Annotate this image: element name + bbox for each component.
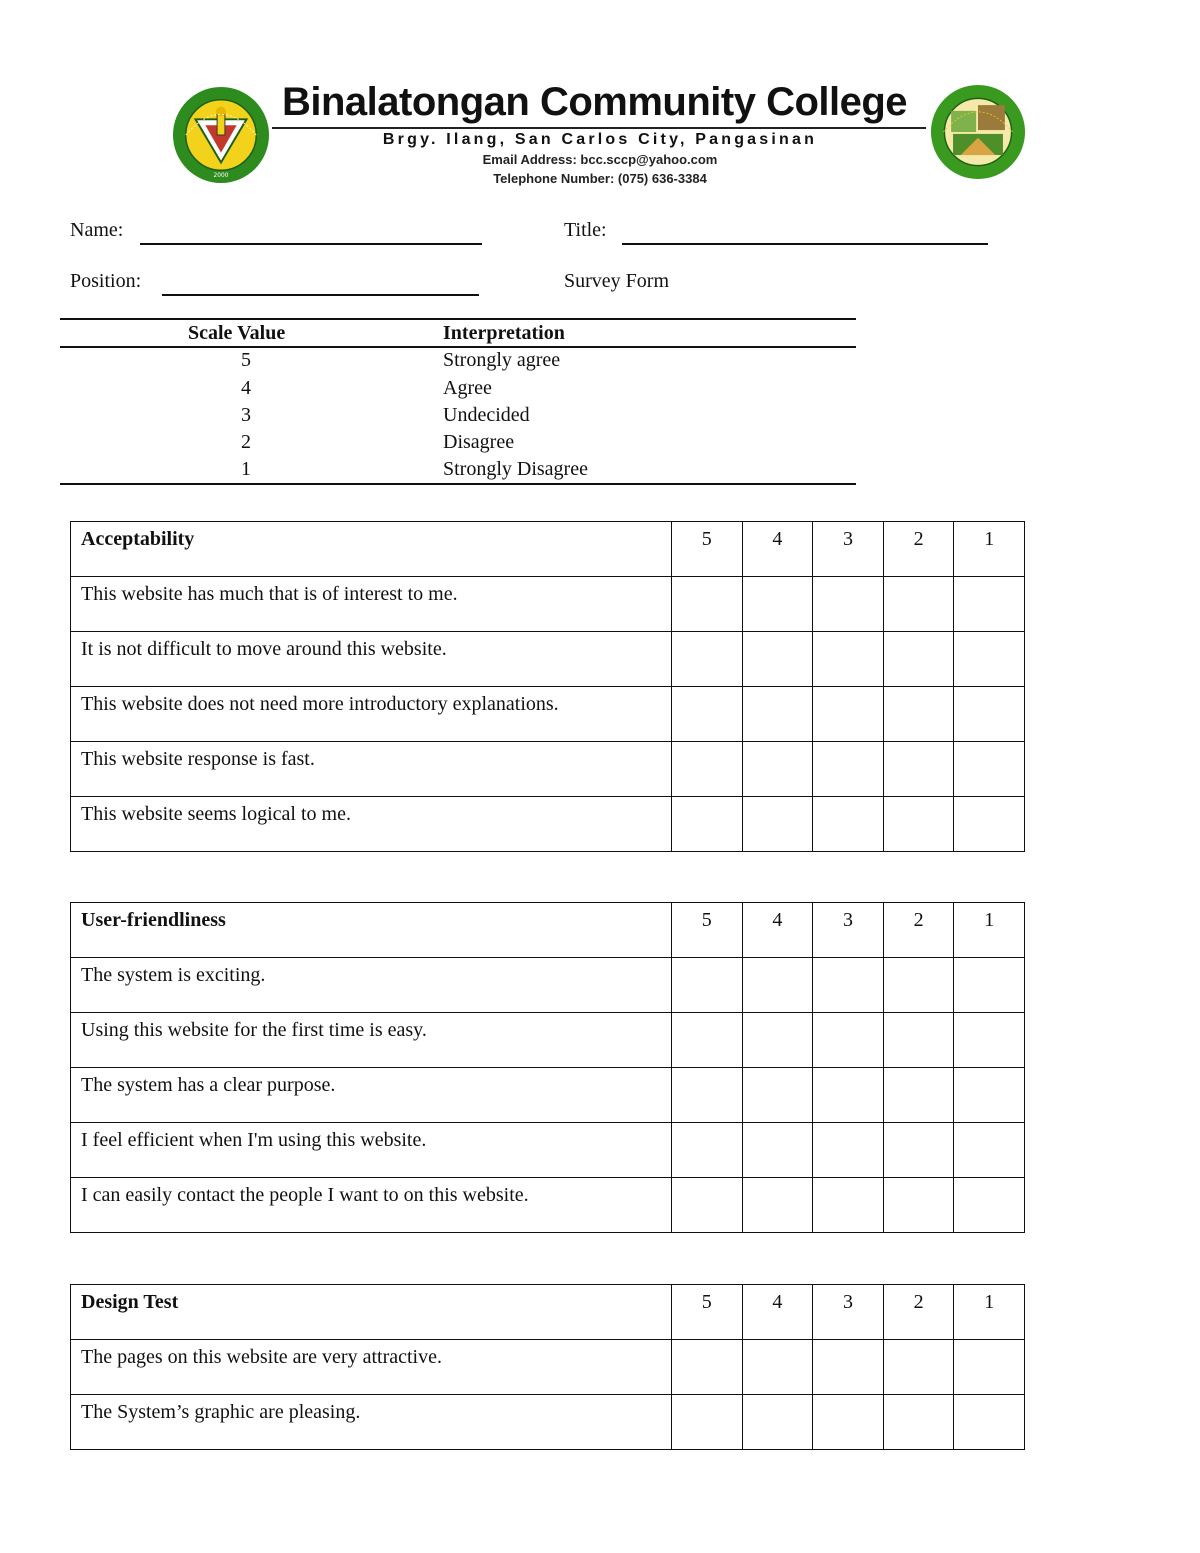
section-title: User-friendliness: [71, 903, 672, 958]
rating-cell-4[interactable]: [742, 742, 813, 797]
rating-cell-3[interactable]: [813, 1068, 884, 1123]
position-label: Position:: [70, 270, 142, 292]
rating-cell-3[interactable]: [813, 1123, 884, 1178]
survey-question-row: [71, 958, 1025, 1013]
rating-cell-5[interactable]: [672, 1395, 743, 1450]
rating-cell-1[interactable]: [954, 1068, 1025, 1123]
section-title: Design Test: [71, 1285, 672, 1340]
rating-cell-1[interactable]: [954, 632, 1025, 687]
section-header-row: [71, 522, 1025, 577]
rating-cell-4[interactable]: [742, 1340, 813, 1395]
rating-cell-4[interactable]: [742, 797, 813, 852]
rating-cell-5[interactable]: [672, 632, 743, 687]
survey-form-label: Survey Form: [564, 270, 669, 292]
rating-column-header: 1: [954, 1285, 1025, 1340]
rating-cell-5[interactable]: [672, 577, 743, 632]
rating-cell-3[interactable]: [813, 1178, 884, 1233]
rating-cell-1[interactable]: [954, 1340, 1025, 1395]
rating-cell-2[interactable]: [883, 1340, 954, 1395]
rating-cell-2[interactable]: [883, 958, 954, 1013]
scale-top-rule: [60, 318, 856, 320]
scale-bottom-rule: [60, 483, 856, 485]
name-label: Name:: [70, 219, 124, 241]
rating-column-header: 3: [813, 1285, 884, 1340]
college-email: Email Address: bcc.sccp@yahoo.com: [482, 152, 718, 167]
rating-cell-1[interactable]: [954, 577, 1025, 632]
survey-question: I feel efficient when I'm using this website.: [71, 1123, 672, 1178]
scale-value: 3: [241, 404, 251, 426]
seal-year: 2000: [213, 173, 229, 180]
rating-cell-3[interactable]: [813, 958, 884, 1013]
rating-column-header: 2: [883, 903, 954, 958]
rating-cell-1[interactable]: [954, 1395, 1025, 1450]
rating-cell-2[interactable]: [883, 797, 954, 852]
rating-cell-3[interactable]: [813, 687, 884, 742]
scale-value: 4: [241, 377, 251, 399]
college-phone: Telephone Number: (075) 636-3384: [493, 171, 707, 186]
survey-question-row: [71, 577, 1025, 632]
college-name: Binalatongan Community College: [282, 80, 908, 124]
rating-column-header: 4: [742, 1285, 813, 1340]
rating-cell-3[interactable]: [813, 1395, 884, 1450]
scale-interpretation: Undecided: [443, 404, 530, 426]
rating-cell-4[interactable]: [742, 1178, 813, 1233]
design-test-table: [70, 1284, 1025, 1450]
rating-column-header: 5: [672, 903, 743, 958]
rating-cell-1[interactable]: [954, 687, 1025, 742]
title-label: Title:: [564, 219, 607, 241]
scale-interpretation: Strongly agree: [443, 349, 561, 371]
survey-question: This website does not need more introductory explanations.: [71, 687, 672, 742]
title-field[interactable]: [622, 243, 988, 245]
rating-cell-4[interactable]: [742, 632, 813, 687]
position-field[interactable]: [162, 294, 479, 296]
survey-question: The system has a clear purpose.: [71, 1068, 672, 1123]
college-seal-logo: [172, 86, 270, 184]
rating-cell-1[interactable]: [954, 797, 1025, 852]
user-friendliness-table: [70, 902, 1025, 1233]
rating-cell-1[interactable]: [954, 742, 1025, 797]
rating-cell-2[interactable]: [883, 1123, 954, 1178]
rating-cell-5[interactable]: [672, 1068, 743, 1123]
scale-interpretation: Strongly Disagree: [443, 458, 588, 480]
section-header-row: [71, 1285, 1025, 1340]
rating-column-header: 2: [883, 522, 954, 577]
survey-question-row: [71, 1340, 1025, 1395]
rating-cell-5[interactable]: [672, 687, 743, 742]
survey-question: The system is exciting.: [71, 958, 672, 1013]
survey-question: It is not difficult to move around this website.: [71, 632, 672, 687]
rating-cell-4[interactable]: [742, 1395, 813, 1450]
survey-question-row: [71, 687, 1025, 742]
rating-cell-3[interactable]: [813, 1013, 884, 1068]
survey-question: This website seems logical to me.: [71, 797, 672, 852]
rating-cell-1[interactable]: [954, 958, 1025, 1013]
rating-column-header: 5: [672, 522, 743, 577]
scale-interpretation: Agree: [443, 377, 492, 399]
rating-cell-1[interactable]: [954, 1123, 1025, 1178]
section-title: Acceptability: [71, 522, 672, 577]
scale-value-header: Scale Value: [188, 322, 286, 344]
rating-cell-1[interactable]: [954, 1013, 1025, 1068]
rating-cell-5[interactable]: [672, 742, 743, 797]
name-field[interactable]: [140, 243, 482, 245]
rating-cell-4[interactable]: [742, 1013, 813, 1068]
rating-cell-4[interactable]: [742, 1068, 813, 1123]
rating-cell-4[interactable]: [742, 1123, 813, 1178]
header-rule: [272, 127, 926, 129]
rating-cell-2[interactable]: [883, 1178, 954, 1233]
survey-question: Using this website for the first time is easy.: [71, 1013, 672, 1068]
survey-question-row: [71, 797, 1025, 852]
city-seal-logo: [930, 84, 1026, 180]
survey-question-row: [71, 742, 1025, 797]
survey-question-row: [71, 632, 1025, 687]
rating-column-header: 2: [883, 1285, 954, 1340]
rating-cell-2[interactable]: [883, 1068, 954, 1123]
rating-column-header: 1: [954, 903, 1025, 958]
rating-cell-2[interactable]: [883, 687, 954, 742]
rating-cell-5[interactable]: [672, 1340, 743, 1395]
scale-header-rule: [60, 346, 856, 348]
rating-column-header: 4: [742, 522, 813, 577]
section-header-row: [71, 903, 1025, 958]
rating-cell-2[interactable]: [883, 632, 954, 687]
rating-cell-2[interactable]: [883, 577, 954, 632]
rating-cell-3[interactable]: [813, 632, 884, 687]
rating-column-header: 3: [813, 903, 884, 958]
rating-column-header: 4: [742, 903, 813, 958]
acceptability-table: [70, 521, 1025, 852]
survey-question: This website response is fast.: [71, 742, 672, 797]
rating-cell-5[interactable]: [672, 797, 743, 852]
rating-column-header: 3: [813, 522, 884, 577]
rating-cell-3[interactable]: [813, 577, 884, 632]
rating-cell-4[interactable]: [742, 958, 813, 1013]
rating-cell-2[interactable]: [883, 742, 954, 797]
scale-value: 5: [241, 349, 251, 371]
survey-question: This website has much that is of interest to me.: [71, 577, 672, 632]
scale-value: 2: [241, 431, 251, 453]
rating-cell-4[interactable]: [742, 577, 813, 632]
rating-cell-1[interactable]: [954, 1178, 1025, 1233]
survey-question: The System’s graphic are pleasing.: [71, 1395, 672, 1450]
interpretation-header: Interpretation: [443, 322, 565, 344]
rating-cell-5[interactable]: [672, 1178, 743, 1233]
survey-question-row: [71, 1123, 1025, 1178]
survey-question: The pages on this website are very attractive.: [71, 1340, 672, 1395]
rating-cell-5[interactable]: [672, 1013, 743, 1068]
rating-cell-5[interactable]: [672, 958, 743, 1013]
rating-cell-5[interactable]: [672, 1123, 743, 1178]
survey-question-row: [71, 1068, 1025, 1123]
college-address: Brgy. Ilang, San Carlos City, Pangasinan: [382, 131, 818, 148]
rating-cell-3[interactable]: [813, 742, 884, 797]
survey-question-row: [71, 1395, 1025, 1450]
rating-cell-3[interactable]: [813, 797, 884, 852]
scale-interpretation: Disagree: [443, 431, 515, 453]
survey-question: I can easily contact the people I want to on this website.: [71, 1178, 672, 1233]
rating-column-header: 1: [954, 522, 1025, 577]
survey-question-row: [71, 1013, 1025, 1068]
rating-cell-2[interactable]: [883, 1395, 954, 1450]
scale-value: 1: [241, 458, 251, 480]
survey-question-row: [71, 1178, 1025, 1233]
rating-column-header: 5: [672, 1285, 743, 1340]
rating-cell-4[interactable]: [742, 687, 813, 742]
rating-cell-3[interactable]: [813, 1340, 884, 1395]
rating-cell-2[interactable]: [883, 1013, 954, 1068]
